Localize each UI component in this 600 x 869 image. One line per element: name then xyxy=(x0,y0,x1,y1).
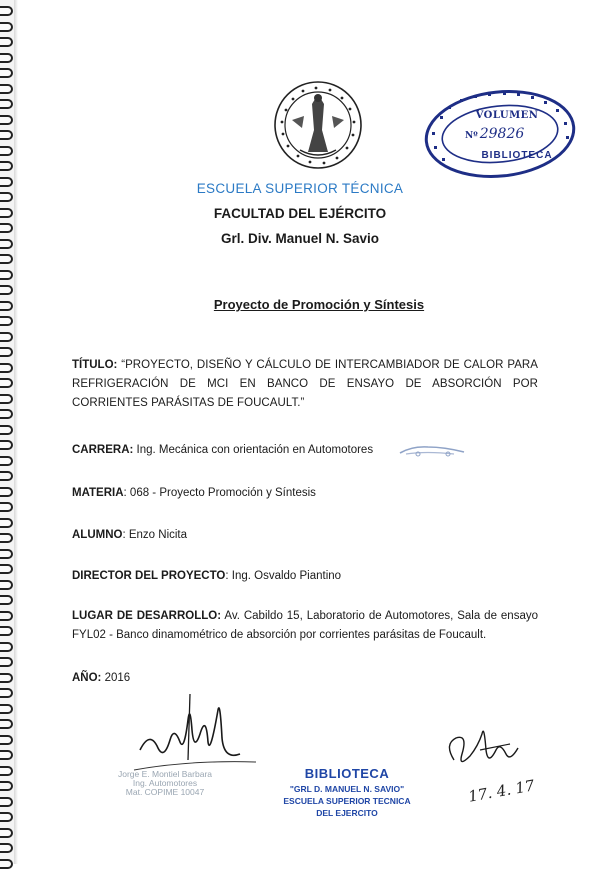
stamp-number-value: 29826 xyxy=(479,126,525,142)
alumno-label: ALUMNO xyxy=(72,529,123,541)
field-carrera xyxy=(72,441,538,460)
binding-ring xyxy=(0,704,13,714)
field-titulo xyxy=(72,356,538,413)
binding-ring xyxy=(0,828,13,838)
materia-label: MATERIA xyxy=(72,487,124,499)
binding-ring xyxy=(0,766,13,776)
binding-ring xyxy=(0,332,13,342)
alumno-value: : Enzo Nicita xyxy=(122,529,188,541)
materia-value: : 068 - Proyecto Promoción y Síntesis xyxy=(123,487,316,499)
field-anio xyxy=(72,669,538,688)
binding-ring xyxy=(0,626,13,636)
biblioteca-line-3: DEL EJERCITO xyxy=(316,808,378,818)
stamp-volume-label: VOLUMEN xyxy=(475,110,539,121)
binding-ring xyxy=(0,37,13,47)
campus-name: Grl. Div. Manuel N. Savio xyxy=(220,231,380,246)
signature-title: Ing. Automotores xyxy=(132,778,198,788)
signature-registration: Mat. COPIME 10047 xyxy=(125,787,205,797)
binding-ring xyxy=(0,750,13,760)
car-logo-icon xyxy=(398,443,466,457)
binding-ring xyxy=(0,425,13,435)
project-type-heading: Proyecto de Promoción y Síntesis xyxy=(213,297,425,312)
binding-ring xyxy=(0,456,13,466)
binding-ring xyxy=(0,347,13,357)
field-lugar xyxy=(72,607,538,645)
director-label: DIRECTOR DEL PROYECTO xyxy=(72,570,226,582)
anio-value: 2016 xyxy=(101,672,131,684)
binding-ring xyxy=(0,611,13,621)
biblioteca-line-2: ESCUELA SUPERIOR TECNICA xyxy=(283,796,411,806)
binding-ring xyxy=(0,843,13,853)
field-director xyxy=(72,567,538,586)
binding-ring xyxy=(0,363,13,373)
signature-name-stamp xyxy=(90,770,240,797)
anio-label: AÑO: xyxy=(72,672,102,684)
binding-ring xyxy=(0,99,13,109)
school-name: ESCUELA SUPERIOR TÉCNICA xyxy=(196,181,404,196)
binding-ring xyxy=(0,440,13,450)
field-materia xyxy=(72,484,538,503)
binding-ring xyxy=(0,735,13,745)
binding-ring xyxy=(0,115,13,125)
binding-ring xyxy=(0,130,13,140)
page-edge-shadow xyxy=(14,0,18,864)
biblioteca-stamp xyxy=(262,766,432,818)
binding-ring xyxy=(0,518,13,528)
binding-ring xyxy=(0,595,13,605)
lugar-value: Av. Cabildo 15, Laboratorio de Automotores, Sala de ensayo FYL02 - Banco dinamométrico de absorción por corrientes parásitas de Foucault. xyxy=(72,610,538,641)
binding-ring xyxy=(0,146,13,156)
binding-ring xyxy=(0,797,13,807)
binding-ring xyxy=(0,642,13,652)
biblioteca-title: BIBLIOTECA xyxy=(304,766,390,781)
binding-ring xyxy=(0,812,13,822)
binding-ring xyxy=(0,394,13,404)
carrera-label: CARRERA: xyxy=(72,444,134,456)
school-crest-icon xyxy=(272,80,364,170)
binding-ring xyxy=(0,580,13,590)
binding-ring xyxy=(0,270,13,280)
stamp-library-label: BIBLIOTECA xyxy=(481,150,553,161)
binding-ring xyxy=(0,471,13,481)
binding-ring xyxy=(0,285,13,295)
titulo-value: “PROYECTO, DISEÑO Y CÁLCULO DE INTERCAMBIADOR DE CALOR PARA REFRIGERACIÓN DE MCI EN BANCO DE ENSAYO DE ABSORCIÓN POR CORRIENTES PARÁSITAS DE FOUCAULT.” xyxy=(72,359,538,409)
binding-ring xyxy=(0,53,13,63)
binding-ring xyxy=(0,378,13,388)
binding-ring xyxy=(0,6,13,16)
binding-ring xyxy=(0,316,13,326)
binding-ring xyxy=(0,161,13,171)
binding-ring xyxy=(0,84,13,94)
reviewer-signature xyxy=(440,720,560,815)
lugar-label: LUGAR DE DESARROLLO: xyxy=(72,610,222,622)
binding-ring xyxy=(0,688,13,698)
handwritten-date: 17. 4. 17 xyxy=(466,776,536,806)
faculty-name: FACULTAD DEL EJÉRCITO xyxy=(213,206,387,221)
director-signature xyxy=(130,690,260,780)
binding-ring xyxy=(0,781,13,791)
stamp-volume-number xyxy=(465,126,565,142)
binding-ring xyxy=(0,68,13,78)
binding-ring xyxy=(0,549,13,559)
stamp-number-prefix: Nº xyxy=(465,131,478,141)
biblioteca-line-1: "GRL D. MANUEL N. SAVIO" xyxy=(289,784,405,794)
binding-ring xyxy=(0,673,13,683)
binding-ring xyxy=(0,533,13,543)
binding-ring xyxy=(0,719,13,729)
binding-ring xyxy=(0,409,13,419)
binding-ring xyxy=(0,657,13,667)
signature-name: Jorge E. Montiel Barbara xyxy=(117,769,213,779)
titulo-label: TÍTULO: xyxy=(72,359,118,371)
field-alumno xyxy=(72,526,538,545)
binding-ring xyxy=(0,502,13,512)
director-value: : Ing. Osvaldo Piantino xyxy=(225,570,342,582)
binding-ring xyxy=(0,487,13,497)
binding-ring xyxy=(0,22,13,32)
carrera-value: Ing. Mecánica con orientación en Automotores xyxy=(133,444,374,456)
binding-ring xyxy=(0,564,13,574)
binding-ring xyxy=(0,254,13,264)
